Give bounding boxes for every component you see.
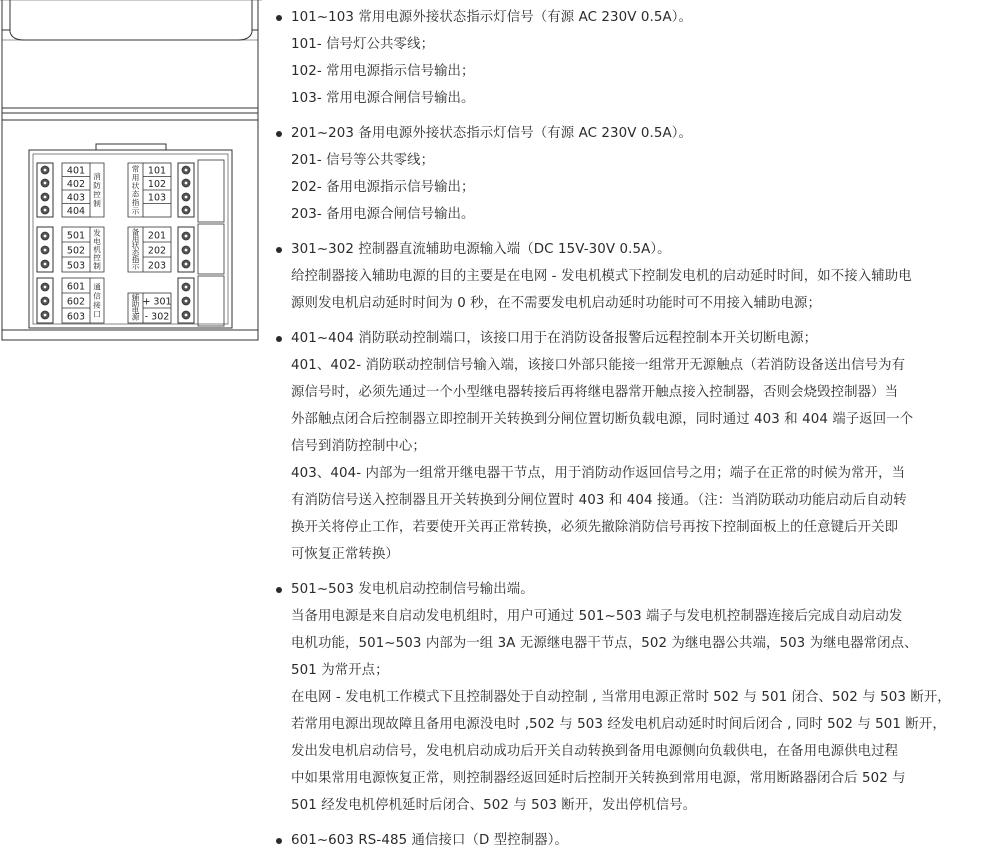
section-line: 403、404- 内部为一组常开继电器干节点，用于消防动作返回信号之用；端子在正常的时候为常开，当 [291, 466, 906, 481]
bullet-icon [276, 838, 282, 844]
terminal-502: 502 [66, 245, 86, 257]
section-heading: 201~203 备用电源外接状态指示灯信号（有源 AC 230V 0.5A）。 [276, 120, 1000, 147]
terminal-101: 101 [147, 165, 167, 177]
section-0 [276, 4, 1000, 112]
section-line: 401、402- 消防联动控制信号输入端，该接口外部只能接一组常开无源触点（若消防设备送出信号为有 [291, 358, 906, 373]
group-label-right-1: 备用状态指示 [131, 227, 140, 271]
terminal-602: 602 [66, 296, 86, 308]
section-line: 外部触点闭合后控制器立即控制开关转换到分闸位置切断负载电源，同时通过 403 和 404 端子返回一个 [291, 412, 914, 427]
section-line: 源信号时，必须先通过一个小型继电器转接后再将继电器常开触点接入控制器，否则会烧毁控制器）当 [291, 385, 899, 400]
terminal-403: 403 [66, 192, 86, 204]
section-line: 若常用电源出现故障且备用电源没电时 ,502 与 503 经发电机启动延时时间后闭合 , 同时 502 与 501 断开， [291, 717, 946, 732]
section-2 [276, 236, 1000, 317]
section-heading: 501~503 发电机启动控制信号输出端。 [276, 576, 1000, 603]
bullet-icon [276, 131, 282, 137]
terminal-302: - 302 [144, 311, 170, 323]
section-line: 电机功能，501~503 内部为一组 3A 无源继电器干节点，502 为继电器公共端，503 为继电器常闭点、 [291, 636, 918, 651]
group-label-left-1: 发电机控制 [93, 228, 101, 271]
section-heading: 601~603 RS-485 通信接口（D 型控制器）。 [276, 827, 1000, 854]
terminal-503: 503 [66, 260, 86, 272]
section-4 [276, 576, 1000, 819]
section-line: 给控制器接入辅助电源的目的主要是在电网 - 发电机模式下控制发电机的启动延时时间，如不接入辅助电 [291, 269, 912, 284]
terminal-102: 102 [147, 179, 167, 190]
section-line: 102- 常用电源指示信号输出； [291, 64, 475, 79]
terminal-501: 501 [66, 230, 86, 242]
group-label-left-0: 消防控制 [93, 172, 101, 209]
bullet-icon [276, 587, 282, 593]
section-3 [276, 325, 1000, 568]
terminal-603: 603 [66, 311, 86, 323]
section-line: 201- 信号等公共零线； [291, 153, 435, 168]
terminal-203: 203 [147, 260, 167, 272]
section-line: 源则发电机启动延时时间为 0 秒，在不需要发电机启动延时功能时可不用接入辅助电源； [291, 296, 821, 311]
section-line: 101- 信号灯公共零线； [291, 37, 435, 52]
bullet-icon [276, 15, 282, 21]
section-line: 501 经发电机停机延时后闭合、502 与 503 断开，发出停机信号。 [291, 798, 697, 813]
terminal-panel-diagram [0, 0, 262, 345]
group-label-left-2: 通信接口 [93, 282, 101, 319]
section-line: 在电网 - 发电机工作模式下且控制器处于自动控制 , 当常用电源正常时 502 与 501 闭合、502 与 503 断开， [291, 690, 951, 705]
section-heading: 101~103 常用电源外接状态指示灯信号（有源 AC 230V 0.5A）。 [276, 4, 1000, 31]
terminal-201: 201 [147, 230, 167, 242]
section-line: 中如果常用电源恢复正常，则控制器经返回延时后控制开关转换到常用电源，常用断路器闭合后 502 与 [291, 771, 906, 786]
terminal-402: 402 [66, 179, 86, 190]
bullet-icon [276, 336, 282, 342]
section-heading: 401~404 消防联动控制端口，该接口用于在消防设备报警后远程控制本开关切断电源； [276, 325, 1000, 352]
terminal-description [276, 0, 1000, 854]
section-heading: 301~302 控制器直流辅助电源输入端（DC 15V-30V 0.5A）。 [276, 236, 1000, 263]
section-line: 可恢复正常转换） [291, 547, 399, 562]
section-line: 信号到消防控制中心； [291, 439, 426, 454]
section-1 [276, 120, 1000, 228]
section-5 [276, 827, 1000, 854]
section-line: 203- 备用电源合闸信号输出。 [291, 207, 475, 222]
section-line: 202- 备用电源指示信号输出； [291, 180, 475, 195]
terminal-103: 103 [147, 192, 167, 204]
terminal-401: 401 [66, 165, 86, 177]
terminal-404: 404 [66, 206, 86, 217]
terminal-202: 202 [147, 245, 167, 257]
section-line: 有消防信号送入控制器且开关转换到分闸位置时 403 和 404 接通。（注：当消防联动功能启动后自动转 [291, 493, 907, 508]
section-line: 换开关将停止工作，若要使开关再正常转换，必须先撤除消防信号再按下控制面板上的任意键后开关即 [291, 520, 899, 535]
section-line: 发出发电机启动信号，发电机启动成功后开关自动转换到备用电源侧向负载供电，在备用电源供电过程 [291, 744, 899, 759]
group-label-right-2: 辅助电源 [131, 293, 140, 322]
terminal-601: 601 [66, 281, 86, 293]
section-line: 当备用电源是来自启动发电机组时，用户可通过 501~503 端子与发电机控制器连接后完成自动启动发 [291, 609, 903, 624]
bullet-icon [276, 247, 282, 253]
terminal-301: + 301 [142, 296, 172, 308]
section-line: 501 为常开点； [291, 663, 389, 678]
section-line: 103- 常用电源合闸信号输出。 [291, 91, 475, 106]
group-label-right-0: 常用状态指示 [131, 164, 140, 216]
